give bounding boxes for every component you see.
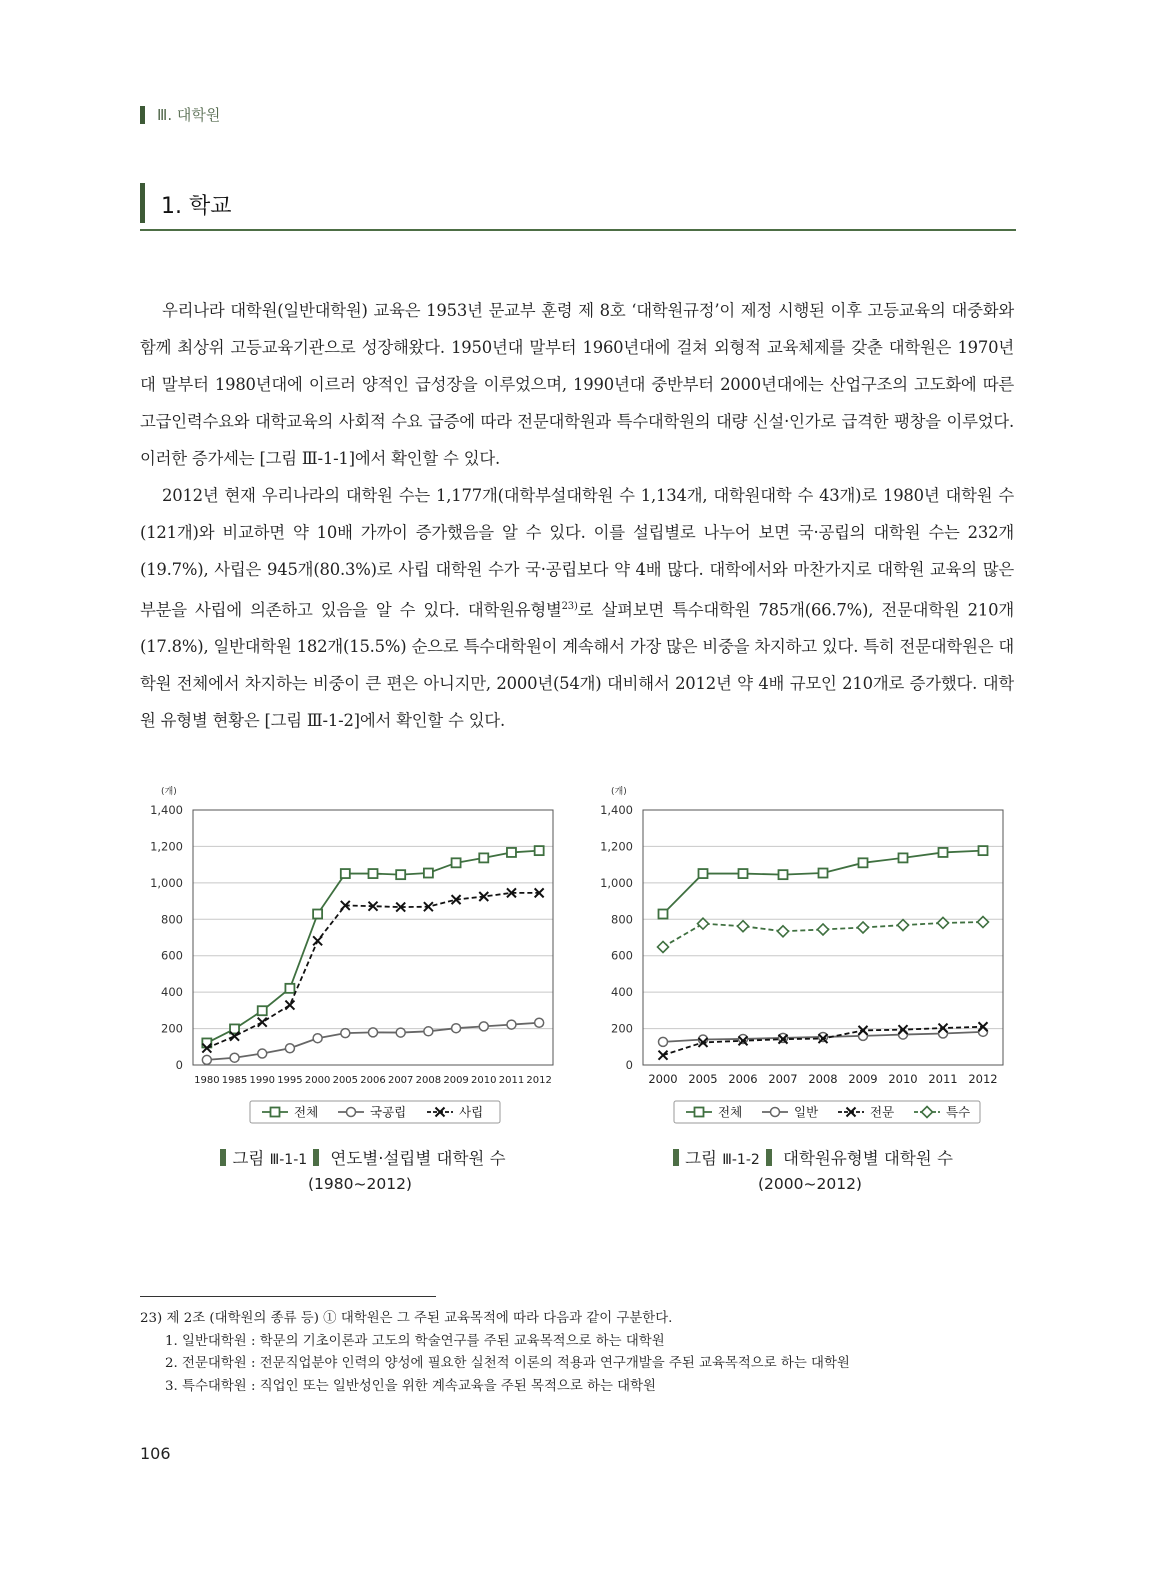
- data-point-특수: [778, 926, 789, 937]
- chart-legend: [250, 1101, 500, 1123]
- running-head-marker: [140, 106, 145, 124]
- data-point-전체: [424, 869, 433, 878]
- data-point-전체: [285, 984, 294, 993]
- chart-legend: [674, 1101, 980, 1123]
- caption-marker: [313, 1149, 319, 1166]
- footnote-item-3: 3. 특수대학원 : 직업인 또는 일반성인을 위한 계속교육을 주된 목적으로 하는 대학원: [165, 1378, 656, 1394]
- paragraph-2-part-2: 로 살펴보면 특수대학원 785개(66.7%), 전문대학원 210개(17.8%), 일반대학원 182개(15.5%) 순으로 특수대학원이 계속해서 가장 많은 비중을 차지하고 있다. 특히 전문대학원은 대학원 전체에서 차지하는 비중이 큰 편은 아니지만, 2000년(54개) 대비해서 2012년 약 4배 규모인 210개로 증가했다. 대학원 유형별 현황은 [그림 Ⅲ-1-2]에서 확인할 수 있다.: [140, 600, 1015, 731]
- data-point-국공립: [258, 1049, 267, 1058]
- y-tick-label: 1,000: [600, 875, 633, 890]
- paragraph-1: 우리나라 대학원(일반대학원) 교육은 1953년 문교부 훈령 제 8호 ‘대학원규정’이 제정 시행된 이후 고등교육의 대중화와 함께 최상위 고등교육기관으로 성장해왔다. 1950년대 말부터 1960년대에 걸쳐 외형적 교육체제를 갖춘 대학원은 1970년대 말부터 1980년대에 이르러 양적인 급성장을 이루었으며, 1990년대 중반부터 2000년대에는 산업구조의 고도화에 따른 고급인력수요와 대학교육의 사회적 수요 급증에 따라 전문대학원과 특수대학원의 대량 신설·인가로 급격한 팽창을 이루었다. 이러한 증가세는 [그림 Ⅲ-1-1]에서 확인할 수 있다.: [140, 301, 1014, 468]
- data-point-국공립: [396, 1028, 405, 1037]
- x-tick-label: 2012: [526, 1075, 552, 1086]
- x-tick-label: 2007: [768, 1072, 798, 1086]
- data-point-전체: [369, 869, 378, 878]
- paragraph-2: [140, 477, 1014, 739]
- section-title-text: 1. 학교: [161, 194, 232, 219]
- data-point-전체: [739, 869, 748, 878]
- footnote-ref-23[interactable]: 23): [561, 601, 578, 612]
- data-point-특수: [898, 920, 909, 931]
- data-point-전체: [452, 858, 461, 867]
- data-point-전체: [341, 869, 350, 878]
- x-tick-label: 2007: [387, 1075, 414, 1086]
- series-국공립: [202, 1018, 543, 1064]
- footnote-item-2: 2. 전문대학원 : 전문직업분야 인력의 양성에 필요한 실천적 이론의 적용과 연구개발을 주된 교육목적으로 하는 대학원: [165, 1356, 850, 1371]
- data-point-사립: [258, 1018, 267, 1027]
- x-tick-label: 2000: [648, 1072, 678, 1086]
- caption-prefix: 그림: [232, 1149, 265, 1168]
- data-point-전문: [659, 1051, 668, 1060]
- series-line-전체: [207, 851, 539, 1043]
- data-point-전체: [479, 853, 488, 862]
- figure-caption-2-line: [600, 1145, 1020, 1169]
- legend-label-사립: 사립: [459, 1104, 484, 1120]
- legend-label-국공립: 국공립: [370, 1104, 407, 1120]
- legend-label-전문: 전문: [870, 1104, 895, 1120]
- body-text: [140, 292, 1014, 739]
- series-일반: [659, 1027, 988, 1046]
- caption-marker: [673, 1149, 679, 1166]
- x-tick-label: 2009: [848, 1072, 878, 1086]
- caption-marker: [766, 1149, 772, 1166]
- data-point-일반: [819, 1032, 828, 1041]
- y-tick-label: 600: [611, 948, 633, 963]
- data-point-특수: [978, 917, 989, 928]
- data-point-국공립: [369, 1028, 378, 1037]
- data-point-특수: [658, 941, 669, 952]
- series-전체: [659, 846, 988, 918]
- x-tick-label: 2010: [471, 1075, 497, 1086]
- data-point-국공립: [285, 1044, 294, 1053]
- data-point-전체: [535, 846, 544, 855]
- y-tick-label: 0: [625, 1058, 633, 1072]
- data-point-전체: [313, 910, 322, 919]
- legend-label-일반: 일반: [794, 1104, 819, 1120]
- chart-by-type-svg: [590, 780, 1010, 1130]
- x-tick-label: 2005: [332, 1075, 359, 1086]
- legend-label-전체: 전체: [718, 1104, 743, 1120]
- legend-marker-전체: [271, 1108, 280, 1117]
- data-point-전체: [507, 848, 516, 857]
- y-tick-label: 200: [161, 1021, 183, 1036]
- data-point-사립: [313, 936, 322, 945]
- data-point-특수: [858, 922, 869, 933]
- y-tick-label: 1,000: [150, 875, 183, 890]
- paragraph-2-part-1: 2012년 현재 우리나라의 대학원 수는 1,177개(대학부설대학원 수 1,134개, 대학원대학 수 43개)로 1980년 대학원 수(121개)와 비교하면 약 10배 가까이 증가했음을 알 수 있다. 이를 설립별로 나누어 보면 국·공립의 대학원 수는 232개(19.7%), 사립은 945개(80.3%)로 사립 대학원 수가 국·공립보다 약 4배 많다. 대학에서와 마찬가지로 대학원 교육의 많은 부분을 사립에 의존하고 있음을 알 수 있다. 대학원유형별: [140, 486, 1014, 620]
- data-point-국공립: [202, 1055, 211, 1064]
- footnote-item-1: 1. 일반대학원 : 학문의 기초이론과 고도의 학술연구를 주된 교육목적으로 하는 대학원: [165, 1333, 665, 1349]
- y-tick-label: 600: [161, 948, 183, 963]
- x-tick-label: 2006: [360, 1075, 386, 1086]
- x-tick-label: 2008: [808, 1072, 838, 1086]
- chart-by-founding: [140, 780, 560, 1130]
- data-point-특수: [738, 921, 749, 932]
- caption-number: Ⅲ-1-2: [722, 1152, 760, 1168]
- series-line-전체: [663, 851, 983, 914]
- y-tick-label: 1,200: [600, 839, 633, 854]
- x-tick-label: 1995: [277, 1075, 303, 1086]
- y-tick-label: 1,400: [150, 803, 183, 817]
- section-title: [140, 183, 1016, 231]
- series-line-사립: [207, 893, 539, 1048]
- footnotes: [140, 1308, 1020, 1398]
- data-point-국공립: [535, 1018, 544, 1027]
- series-특수: [658, 917, 989, 953]
- y-tick-label: 400: [161, 985, 183, 1000]
- data-point-전체: [779, 870, 788, 879]
- y-tick-label: 800: [611, 912, 633, 927]
- figure-caption-2: [600, 1145, 1020, 1193]
- running-head-text: Ⅲ. 대학원: [157, 106, 221, 124]
- y-tick-label: 1,400: [600, 803, 633, 817]
- legend-marker-국공립: [347, 1108, 356, 1117]
- caption-number: Ⅲ-1-1: [269, 1152, 308, 1168]
- y-tick-label: 800: [161, 912, 183, 927]
- data-point-전체: [979, 846, 988, 855]
- caption-subtitle: (1980~2012): [308, 1175, 412, 1193]
- x-tick-label: 1985: [221, 1075, 248, 1086]
- running-head: [140, 104, 220, 125]
- x-tick-label: 2006: [728, 1072, 758, 1086]
- data-point-일반: [659, 1037, 668, 1046]
- chart-by-type: [590, 780, 1010, 1130]
- data-point-전체: [396, 870, 405, 879]
- x-tick-label: 2008: [415, 1075, 442, 1086]
- data-point-국공립: [507, 1020, 516, 1029]
- data-point-전체: [899, 853, 908, 862]
- caption-marker: [220, 1149, 226, 1166]
- legend-label-전체: 전체: [294, 1104, 319, 1120]
- data-point-국공립: [230, 1053, 239, 1062]
- y-axis-unit-label: (개): [611, 787, 627, 797]
- footnote-head: 23) 제 2조 (대학원의 종류 등) ① 대학원은 그 주된 교육목적에 따라 다음과 같이 구분한다.: [140, 1311, 673, 1326]
- plot-frame: [193, 810, 553, 1065]
- y-tick-label: 1,200: [150, 839, 183, 854]
- legend-marker-일반: [771, 1108, 780, 1117]
- series-전체: [202, 846, 543, 1047]
- data-point-국공립: [479, 1022, 488, 1031]
- legend-marker-전체: [695, 1108, 704, 1117]
- data-point-전체: [659, 910, 668, 919]
- x-tick-label: 2011: [928, 1072, 958, 1086]
- data-point-국공립: [341, 1029, 350, 1038]
- caption-title: 연도별·설립별 대학원 수: [330, 1149, 506, 1168]
- y-tick-label: 400: [611, 985, 633, 1000]
- data-point-국공립: [313, 1034, 322, 1043]
- caption-title: 대학원유형별 대학원 수: [783, 1149, 953, 1168]
- data-point-국공립: [452, 1024, 461, 1033]
- x-tick-label: 2005: [688, 1072, 718, 1086]
- data-point-특수: [818, 924, 829, 935]
- data-point-특수: [698, 918, 709, 929]
- figure-caption-1: [150, 1145, 570, 1193]
- x-tick-label: 2012: [968, 1072, 998, 1086]
- x-tick-label: 2009: [443, 1075, 469, 1086]
- data-point-전체: [699, 869, 708, 878]
- data-point-전체: [819, 869, 828, 878]
- y-axis-unit-label: (개): [161, 787, 177, 797]
- caption-subtitle: (2000~2012): [758, 1175, 862, 1193]
- section-title-marker: [140, 183, 145, 223]
- x-tick-label: 2011: [498, 1075, 525, 1086]
- x-tick-label: 1990: [249, 1075, 275, 1086]
- x-tick-label: 1980: [194, 1075, 220, 1086]
- data-point-국공립: [424, 1027, 433, 1036]
- x-tick-label: 2000: [304, 1075, 331, 1086]
- plot-frame: [643, 810, 1003, 1065]
- data-point-사립: [285, 1001, 294, 1010]
- chart-by-founding-svg: [140, 780, 560, 1130]
- y-tick-label: 0: [175, 1058, 183, 1072]
- data-point-전체: [939, 848, 948, 857]
- x-tick-label: 2010: [888, 1072, 918, 1086]
- footnote-divider: [140, 1296, 436, 1297]
- y-tick-label: 200: [611, 1021, 633, 1036]
- page-number: 106: [140, 1444, 171, 1463]
- legend-label-특수: 특수: [946, 1104, 971, 1120]
- figure-caption-1-line: [150, 1145, 570, 1169]
- caption-prefix: 그림: [685, 1149, 717, 1168]
- data-point-전체: [258, 1006, 267, 1015]
- data-point-전체: [859, 858, 868, 867]
